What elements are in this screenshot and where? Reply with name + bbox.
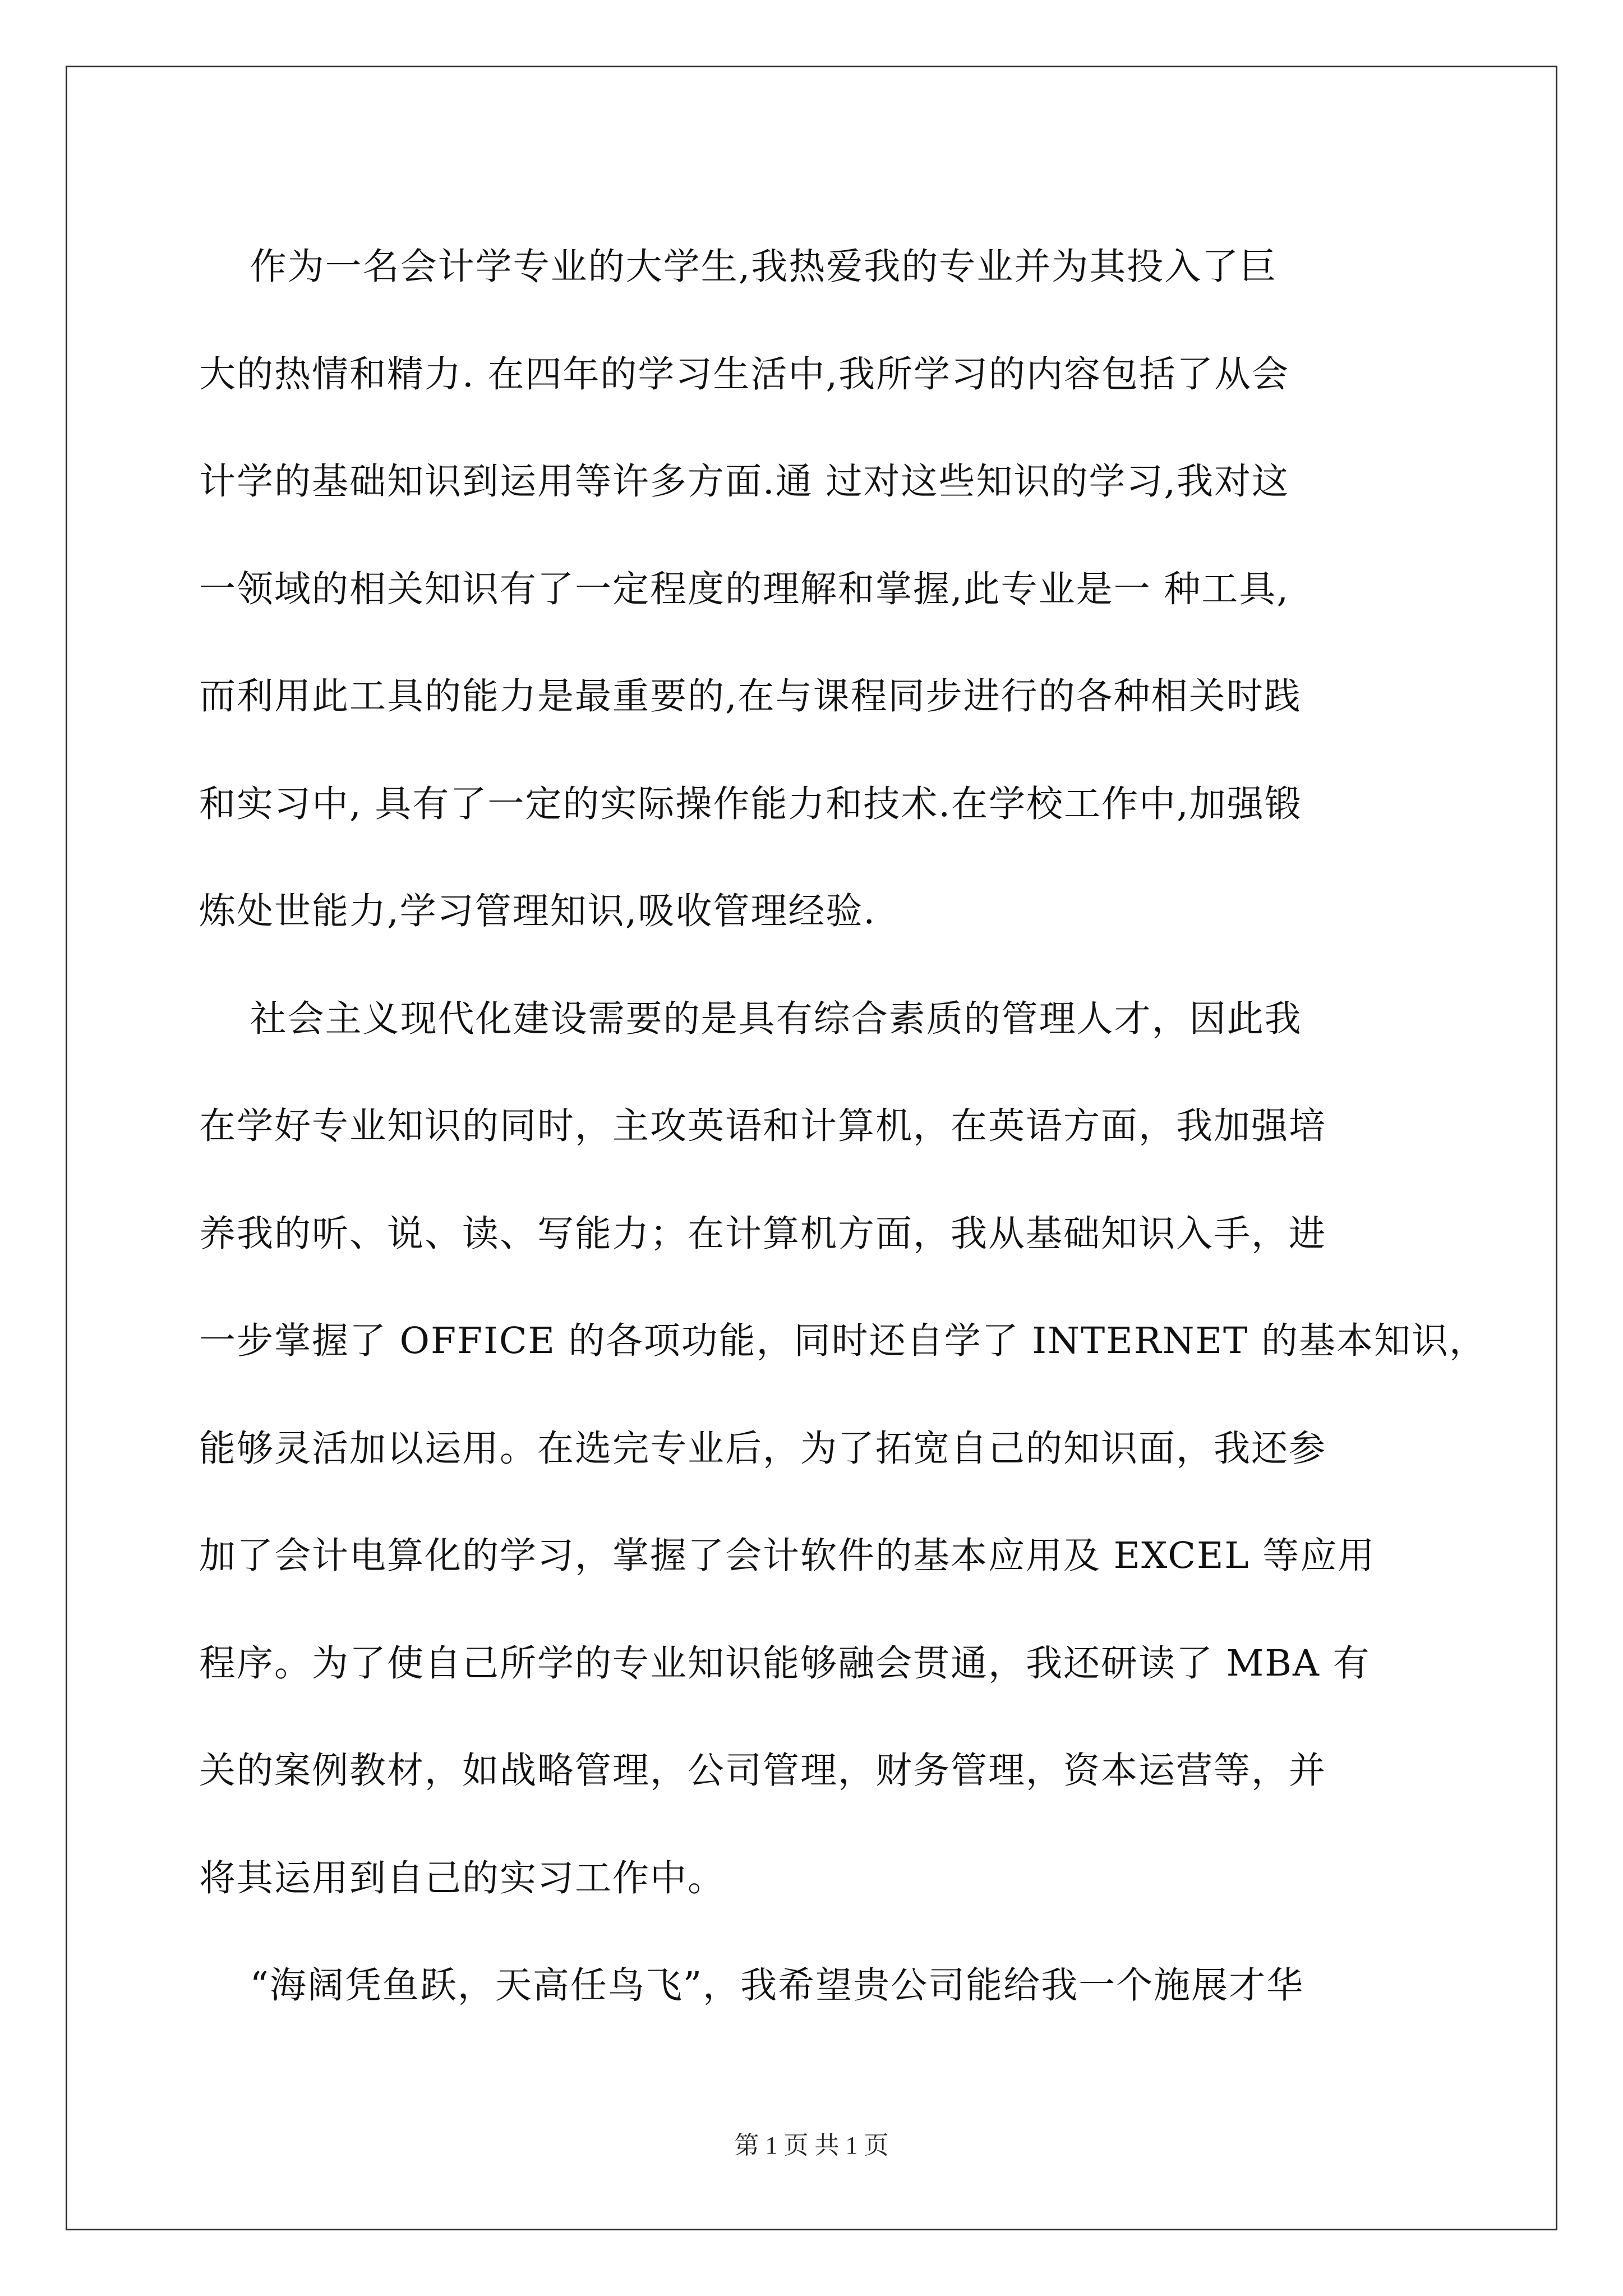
text-line: 能够灵活加以运用。在选完专业后，为了拓宽自己的知识面，我还参: [199, 1427, 1327, 1470]
text-line: 作为一名会计学专业的大学生,我热爱我的专业并为其投入了巨: [199, 246, 1278, 288]
text-line: 和实习中, 具有了一定的实际操作能力和技术.在学校工作中,加强锻: [199, 783, 1302, 825]
text-line: “海阔凭鱼跃，天高任鸟飞”，我希望贵公司能给我一个施展才华: [199, 1964, 1304, 2007]
text-line: 一步掌握了 OFFICE 的各项功能，同时还自学了 INTERNET 的基本知识，: [199, 1320, 1487, 1362]
text-line: 计学的基础知识到运用等许多方面.通 过对这些知识的学习,我对这: [199, 461, 1289, 503]
document-body: [199, 213, 1487, 2040]
text-line: 程序。为了使自己所学的专业知识能够融会贯通，我还研读了 MBA 有: [199, 1642, 1371, 1685]
text-line: 而利用此工具的能力是最重要的,在与课程同步进行的各种相关时践: [199, 675, 1302, 717]
text-line: 关的案例教材，如战略管理，公司管理，财务管理，资本运营等，并: [199, 1750, 1327, 1792]
text-line: 社会主义现代化建设需要的是具有综合素质的管理人才，因此我: [199, 997, 1302, 1040]
text-line: 加了会计电算化的学习，掌握了会计软件的基本应用及 EXCEL 等应用: [199, 1535, 1376, 1577]
text-line: 将其运用到自己的实习工作中。: [199, 1857, 726, 1899]
text-line: 大的热情和精力. 在四年的学习生活中,我所学习的内容包括了从会: [199, 353, 1289, 395]
text-line: 在学好专业知识的同时，主攻英语和计算机，在英语方面，我加强培: [199, 1105, 1327, 1147]
text-line: 养我的听、说、读、写能力；在计算机方面，我从基础知识入手，进: [199, 1212, 1327, 1255]
text-line: 炼处世能力,学习管理知识,吸收管理经验.: [199, 890, 876, 932]
text-line: 一领域的相关知识有了一定程度的理解和掌握,此专业是一 种工具,: [199, 568, 1289, 610]
page-number-footer: 第 1 页 共 1 页: [734, 2132, 889, 2159]
